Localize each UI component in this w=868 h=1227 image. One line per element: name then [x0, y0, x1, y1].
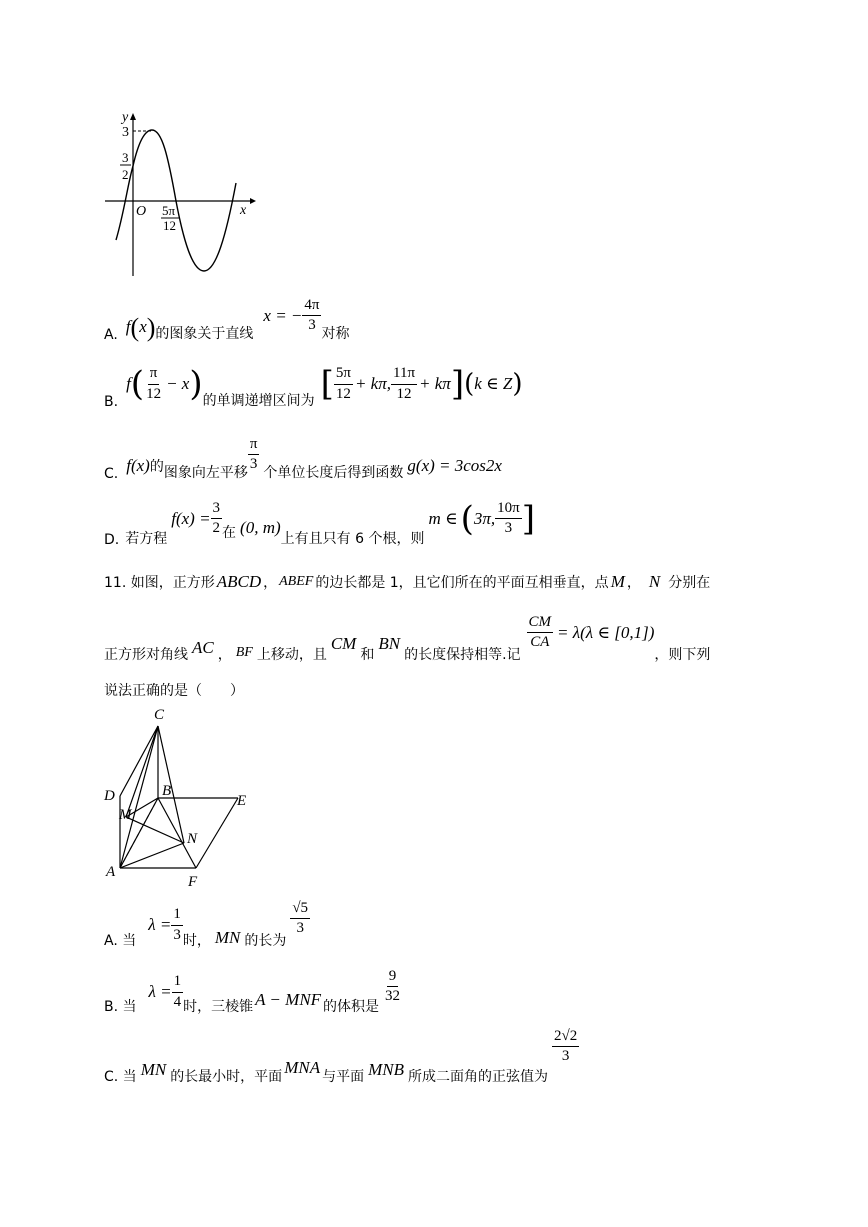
option-a [104, 297, 349, 347]
option-a-text2: 对称 [321, 326, 350, 342]
y-half-den: 2 [122, 167, 129, 182]
label-m: M [119, 807, 132, 823]
option-c-gx: g(x) = 3cos2x [407, 456, 502, 475]
option-d-eq-left: f(x) = [171, 508, 211, 528]
q11a-val-frac: $\frac{√5}{3}$ [292, 900, 309, 937]
option-b-label: B. [104, 394, 119, 410]
option-d-label: D. [104, 532, 120, 548]
option-b-text1: 的单调递增区间为 [202, 393, 315, 409]
q11-ratio-rest: = λ [557, 622, 581, 642]
x-axis-label: x [240, 203, 247, 218]
y-axis-label: y [122, 110, 129, 125]
option-c-text3: 个单位长度后得到函数 [263, 465, 404, 481]
q11-lambda-range: (λ ∈ [0,1]) [580, 622, 655, 642]
option-d-m-in: m ∈ [428, 508, 458, 528]
label-d: D [104, 788, 115, 804]
option-c-text2: 图象向左平移 [163, 465, 248, 481]
q11b-solid: A − MNF [255, 990, 322, 1009]
label-a: A [106, 864, 116, 880]
option-d-interval: (0, m) [240, 518, 281, 537]
option-b-a-frac: $\frac{5\pi}{12}$ [335, 365, 351, 402]
y-half-num: 3 [122, 150, 129, 165]
q11c-mn: MN [140, 1060, 167, 1079]
option-d-m-low: 3π, [473, 508, 496, 528]
q11-option-a [104, 900, 310, 950]
q11c-text3: 所成二面角的正弦值为 [407, 1069, 548, 1085]
option-d: D. 若方程 f(x) = $\frac{3}{2}$ 在 (0, m) 上有且只有 6 个根，则 m ∈ ( 3π, $\frac{10\pi}{3}$ ] [104, 498, 535, 548]
q11-line1-a: 11. 如图，正方形 [104, 575, 215, 591]
q11-line2-c: 上移动，且 [256, 647, 327, 663]
q11-line2-e: 的长度保持相等.记 [404, 647, 521, 663]
option-c-label: C. [104, 466, 119, 482]
q11-line2 [104, 614, 710, 664]
x-zero-den: 12 [163, 218, 176, 233]
option-b: B. f ( $\frac{\pi}{12}$ − x ) 的单调递增区间为 [ $\frac{5\pi}{12}$ + kπ, $\frac{11\pi}{12}$ + kπ ] ( k ∈ Z ) [104, 364, 523, 410]
sine-graph [100, 108, 260, 283]
q11b-lam-frac: $\frac{1}{4}$ [173, 973, 182, 1010]
option-c-fx: f(x) [126, 456, 150, 475]
label-n: N [187, 831, 198, 847]
q11a-text1: 时， [182, 933, 211, 949]
option-c-text1: 的 [149, 459, 164, 475]
q11c-mna: MNA [284, 1058, 321, 1077]
q11b-text1: 时，三棱锥 [183, 999, 254, 1015]
q11b-val-frac: $\frac{9}{32}$ [385, 968, 401, 1005]
option-c [104, 436, 502, 482]
q11c-val-frac: $\frac{2√2}{3}$ [553, 1028, 578, 1065]
option-a-eq: x = − [263, 305, 303, 325]
label-f: F [188, 874, 198, 890]
q11-line1-b: ， [263, 575, 278, 591]
option-c-shift-frac: $\frac{\pi}{3}$ [249, 436, 258, 473]
option-b-f: f [126, 374, 131, 393]
option-d-text2: 在 [222, 525, 237, 541]
q11-line3: 说法正确的是（ ） [104, 683, 244, 699]
q11b-label: B. 当 [104, 999, 137, 1015]
option-d-text3: 上有且只有 6 个根，则 [280, 531, 425, 547]
option-b-b-frac: $\frac{11\pi}{12}$ [393, 365, 416, 402]
q11-cm: CM [330, 634, 357, 653]
q11c-mnb: MNB [368, 1060, 404, 1079]
option-b-b-rest: + kπ [419, 374, 451, 393]
q11-option-b [104, 968, 402, 1016]
q11c-label: C. 当 [104, 1069, 137, 1085]
y-max-label: 3 [122, 125, 129, 140]
option-b-a-rest: + kπ, [354, 374, 391, 393]
q11-ac: AC [192, 638, 214, 657]
q11-abcd: ABCD [216, 572, 262, 591]
q11a-mn: MN [214, 928, 241, 947]
q11-option-c [104, 1028, 579, 1086]
q11-abef: ABEF [279, 574, 314, 589]
q11b-text2: 的体积是 [323, 999, 380, 1015]
q11a-label: A. 当 [104, 933, 137, 949]
q11a-lam-frac: $\frac{1}{3}$ [173, 906, 181, 943]
option-b-cond: k ∈ Z [474, 374, 513, 393]
q11a-lam: λ = [148, 915, 172, 934]
q11-line1-d: 分别在 [668, 575, 711, 591]
q11-line1-c: 的边长都是 1，且它们所在的平面互相垂直，点 [315, 575, 609, 591]
q11-comma: ， [626, 575, 641, 591]
x-zero-num: 5π [162, 203, 176, 218]
q11-bn: BN [378, 634, 401, 653]
q11-m: M [610, 572, 625, 591]
q11-n: N [648, 572, 661, 591]
q11-line2-b: ， [217, 647, 232, 663]
origin-label: O [136, 204, 147, 219]
option-d-eq-frac: $\frac{3}{2}$ [212, 500, 221, 537]
q11b-lam: λ = [148, 982, 172, 1001]
q11-line2-d: 和 [360, 647, 375, 663]
option-a-frac: $\frac{4\pi}{3}$ [304, 297, 320, 334]
y-arrow [130, 113, 136, 120]
option-d-text1: 若方程 [125, 531, 168, 547]
q11-line2-f: ，则下列 [654, 647, 711, 663]
q11c-text1: 的长最小时，平面 [170, 1069, 283, 1085]
q11c-text2: 与平面 [322, 1069, 365, 1085]
label-c: C [154, 707, 165, 723]
option-a-label: A. [104, 327, 118, 343]
q11-line2-a: 正方形对角线 [104, 647, 188, 663]
label-e: E [237, 793, 247, 809]
q11a-text2: 的长为 [244, 933, 287, 949]
q11-line1 [104, 570, 710, 594]
option-d-m-frac: $\frac{10\pi}{3}$ [497, 500, 520, 537]
x-arrow [250, 198, 256, 204]
geometry-figure [100, 700, 260, 890]
label-b: B [162, 783, 172, 799]
option-b-inner-rest: − x [166, 374, 190, 393]
q11-ratio: $\frac{CM}{CA}$ [528, 614, 552, 651]
option-a-text1: 的图象关于直线 [155, 326, 254, 342]
q11-bf: BF [235, 645, 253, 660]
option-a-fx: f(x) [125, 313, 156, 342]
option-b-inner-frac: $\frac{\pi}{12}$ [146, 365, 162, 402]
